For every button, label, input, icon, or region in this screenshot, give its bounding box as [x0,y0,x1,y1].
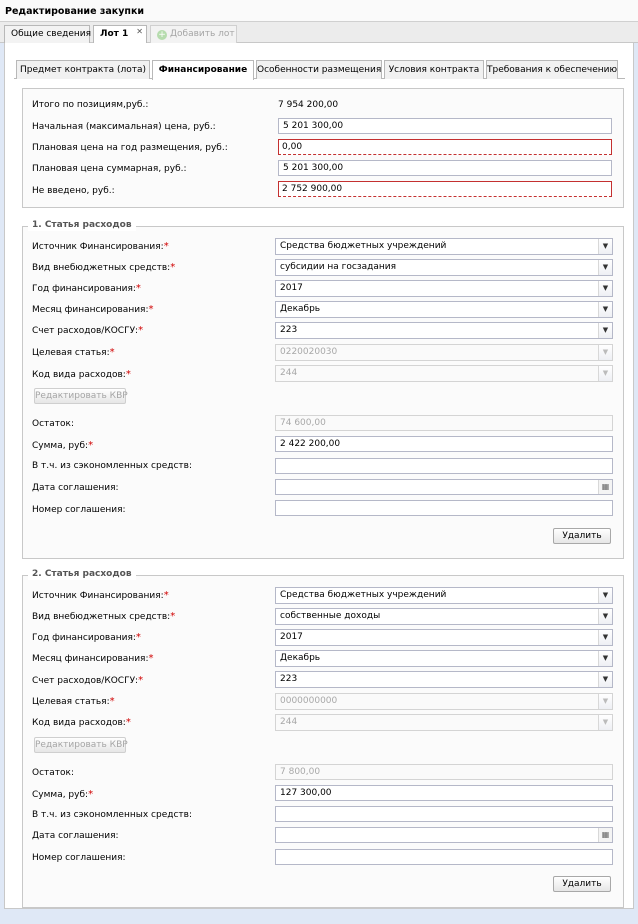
tab-lot-1-label: Лот 1 [100,29,129,39]
month-select[interactable] [275,650,613,667]
edit-kvr-button[interactable]: Редактировать КВР [34,737,126,753]
tab-subject[interactable]: Предмет контракта (лота) [16,60,150,79]
chevron-down-icon[interactable]: ▼ [598,630,612,645]
agr-date-label: Дата соглашения: [32,831,119,841]
balance-field: 74 600,00 [275,415,613,431]
agr-num-label: Номер соглашения: [32,505,126,515]
source-select[interactable] [275,238,613,255]
year-select-value: 2017 [280,283,303,293]
tab-financing[interactable]: Финансирование [152,60,254,80]
chevron-down-icon[interactable]: ▼ [598,672,612,687]
agr-date-input[interactable] [275,479,613,495]
offbudget-label: Вид внебюджетных средств:* [32,262,176,273]
saved-label: В т.ч. из сэкономленных средств: [32,810,192,820]
close-icon[interactable]: ✕ [136,27,143,36]
edit-kvr-button[interactable]: Редактировать КВР [34,388,126,404]
calendar-icon[interactable]: ▦ [598,828,612,842]
month-select-value: Декабрь [280,653,321,663]
account-select-value: 223 [280,674,298,684]
chevron-down-icon: ▼ [598,694,612,709]
expense-item-2-title: 2. Статья расходов [28,568,136,580]
delete-button[interactable]: Удалить [553,528,611,544]
balance-label: Остаток: [32,419,75,429]
agr-num-input[interactable] [275,500,613,516]
amount-label: Сумма, руб:* [32,789,94,800]
target-select[interactable] [275,693,613,710]
chevron-down-icon: ▼ [598,345,612,360]
nmc-label: Начальная (максимальная) цена, руб.: [32,122,216,132]
plus-icon: + [158,30,166,40]
source-label: Источник Финансирования:* [32,590,169,601]
nmc-input[interactable]: 5 201 300,00 [278,118,612,134]
source-select-value: Средства бюджетных учреждений [280,241,447,251]
chevron-down-icon[interactable]: ▼ [598,651,612,666]
inner-tab-bar [14,58,625,79]
target-label: Целевая статья:* [32,696,115,707]
exp-code-select-value: 244 [280,368,298,378]
tab-contract-terms[interactable]: Условия контракта [384,60,484,79]
source-label: Источник Финансирования:* [32,241,169,252]
exp-code-select[interactable] [275,365,613,382]
add-lot-button[interactable] [150,25,237,43]
chevron-down-icon[interactable]: ▼ [598,588,612,603]
chevron-down-icon[interactable]: ▼ [598,239,612,254]
add-lot-label: Добавить лот [170,29,235,39]
year-select[interactable] [275,280,613,297]
offbudget-label: Вид внебюджетных средств:* [32,611,176,622]
chevron-down-icon: ▼ [598,715,612,730]
offbudget-select-value: собственные доходы [280,611,381,621]
plan-year-input[interactable]: 0,00 [278,139,612,155]
chevron-down-icon[interactable]: ▼ [598,323,612,338]
month-label: Месяц финансирования:* [32,653,154,664]
saved-label: В т.ч. из сэкономленных средств: [32,461,192,471]
year-label: Год финансирования:* [32,283,141,294]
amount-input[interactable]: 2 422 200,00 [275,436,613,452]
balance-field: 7 800,00 [275,764,613,780]
tab-placement[interactable]: Особенности размещения [256,60,382,79]
year-label: Год финансирования:* [32,632,141,643]
month-label: Месяц финансирования:* [32,304,154,315]
account-label: Счет расходов/КОСГУ:* [32,325,144,336]
target-label: Целевая статья:* [32,347,115,358]
agr-num-label: Номер соглашения: [32,853,126,863]
tab-lot-1[interactable] [93,25,147,44]
source-select-value: Средства бюджетных учреждений [280,590,447,600]
delete-button[interactable]: Удалить [553,876,611,892]
chevron-down-icon: ▼ [598,366,612,381]
target-select-value: 0000000000 [280,696,338,706]
chevron-down-icon[interactable]: ▼ [598,260,612,275]
total-label: Итого по позициям,руб.: [32,100,149,110]
not-entered-label: Не введено, руб.: [32,186,115,196]
saved-input[interactable] [275,806,613,822]
offbudget-select[interactable] [275,608,613,625]
month-select-value: Декабрь [280,304,321,314]
plan-sum-input[interactable]: 5 201 300,00 [278,160,612,176]
plan-sum-label: Плановая цена суммарная, руб.: [32,164,187,174]
window-title: Редактирование закупки [0,0,638,22]
tab-guarantee[interactable]: Требования к обеспечению [486,60,618,79]
year-select[interactable] [275,629,613,646]
account-select-value: 223 [280,325,298,335]
chevron-down-icon[interactable]: ▼ [598,302,612,317]
agr-num-input[interactable] [275,849,613,865]
calendar-icon[interactable]: ▦ [598,480,612,494]
offbudget-select-value: субсидии на госзадания [280,262,397,272]
total-value: 7 954 200,00 [278,100,339,110]
year-select-value: 2017 [280,632,303,642]
account-select[interactable] [275,671,613,688]
exp-code-select[interactable] [275,714,613,731]
balance-label: Остаток: [32,768,75,778]
top-tab-bar [0,22,638,43]
not-entered-input[interactable]: 2 752 900,00 [278,181,612,197]
agr-date-label: Дата соглашения: [32,483,119,493]
offbudget-select[interactable] [275,259,613,276]
target-select-value: 0220020030 [280,347,338,357]
amount-input[interactable]: 127 300,00 [275,785,613,801]
chevron-down-icon[interactable]: ▼ [598,609,612,624]
account-label: Счет расходов/КОСГУ:* [32,675,144,686]
source-select[interactable] [275,587,613,604]
plan-year-label: Плановая цена на год размещения, руб.: [32,143,228,153]
exp-code-label: Код вида расходов:* [32,717,131,728]
amount-label: Сумма, руб:* [32,440,94,451]
expense-item-1-title: 1. Статья расходов [28,219,136,231]
account-select[interactable] [275,322,613,339]
target-select[interactable] [275,344,613,361]
exp-code-label: Код вида расходов:* [32,369,131,380]
chevron-down-icon[interactable]: ▼ [598,281,612,296]
tab-general[interactable]: Общие сведения [4,25,90,43]
agr-date-input[interactable] [275,827,613,843]
saved-input[interactable] [275,458,613,474]
exp-code-select-value: 244 [280,717,298,727]
month-select[interactable] [275,301,613,318]
